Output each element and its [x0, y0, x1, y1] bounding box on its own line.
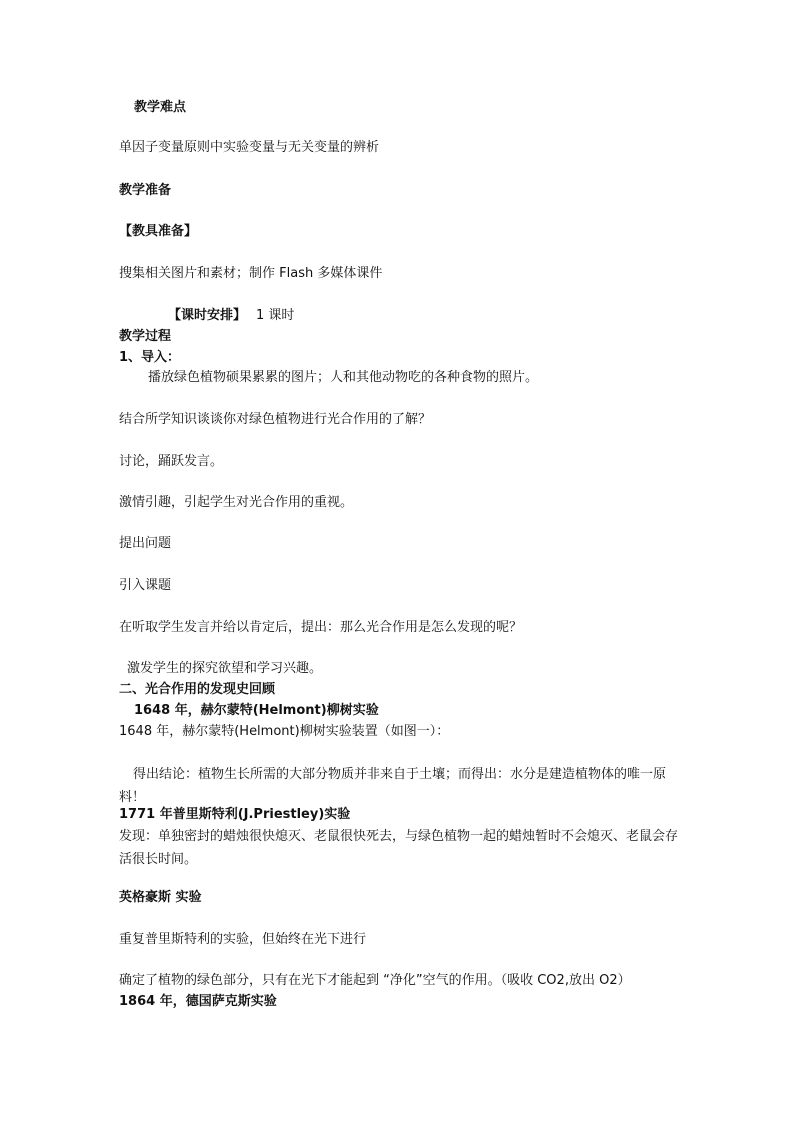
inspire-text: 激发学生的探究欲望和学习兴趣。 [127, 661, 323, 676]
ingenhousz-conclusion: 确定了植物的绿色部分，只有在光下才能起到 “净化”空气的作用。（吸收 CO2,放出 O2） [119, 973, 631, 988]
sachs-heading: 1864 年，德国萨克斯实验 [119, 994, 277, 1009]
intro-text: 播放绿色植物硕果累累的图片；人和其他动物吃的各种食物的照片。 [148, 370, 539, 385]
discuss-text: 讨论，踊跃发言。 [119, 454, 224, 469]
priestley-text: 发现：单独密封的蜡烛很快熄灭、老鼠很快死去，与绿色植物一起的蜡烛暂时不会熄灭、老鼠会存活很长时间。 [119, 829, 679, 867]
raise-question-text: 提出问题 [119, 536, 172, 551]
intro-topic-text: 引入课题 [119, 578, 172, 593]
ingenhousz-text: 重复普里斯特利的实验，但始终在光下进行 [119, 932, 367, 947]
prep-heading: 教学准备 [119, 183, 172, 198]
priestley-heading: 1771 年普里斯特利(J.Priestley)实验 [119, 807, 351, 822]
tools-heading: 【教具准备】 [119, 224, 198, 239]
history-heading: 二、光合作用的发现史回顾 [119, 682, 276, 697]
listen-text: 在听取学生发言并给以肯定后，提出：那么光合作用是怎么发现的呢？ [119, 620, 523, 635]
ingenhousz-heading: 英格豪斯 实验 [119, 890, 202, 905]
process-heading: 教学过程 [119, 329, 172, 344]
interest-text: 激情引趣，引起学生对光合作用的重视。 [119, 495, 354, 510]
question-text: 结合所学知识谈谈你对绿色植物进行光合作用的了解？ [119, 412, 432, 427]
schedule-value: 1 课时 [256, 308, 295, 323]
schedule-label: 【课时安排】 [168, 308, 247, 323]
helmont-heading: 1648 年，赫尔蒙特(Helmont)柳树实验 [134, 703, 379, 718]
difficulty-text: 单因子变量原则中实验变量与无关变量的辨析 [119, 140, 380, 155]
tools-text: 搜集相关图片和素材；制作 Flash 多媒体课件 [119, 266, 383, 281]
intro-heading: 1、导入： [119, 350, 181, 365]
schedule-line [168, 305, 294, 327]
helmont-conclusion: 得出结论：植物生长所需的大部分物质并非来自于土壤；而得出：水分是建造植物体的唯一原料！ [119, 767, 667, 805]
helmont-text: 1648 年，赫尔蒙特(Helmont)柳树实验装置（如图一）： [119, 724, 450, 739]
difficulty-heading: 教学难点 [134, 100, 187, 115]
